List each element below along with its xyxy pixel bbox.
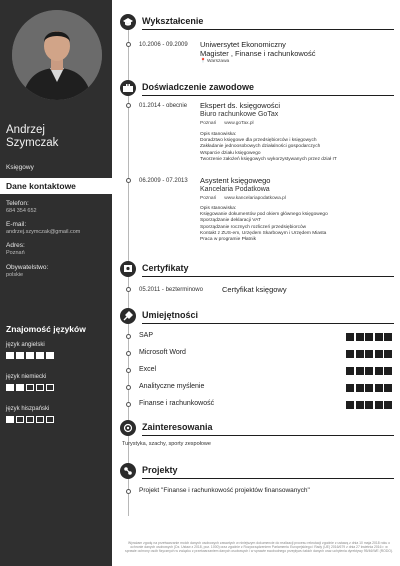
interests-heading: Zainteresowania xyxy=(142,422,213,432)
level-square-empty xyxy=(26,416,34,423)
language-level-bar xyxy=(6,416,54,423)
level-square-filled xyxy=(346,333,354,341)
level-square-filled xyxy=(365,384,373,392)
level-square-filled xyxy=(375,333,383,341)
duty-item: Doradztwo księgowe dla przedsiębiorców i księgowych xyxy=(200,138,317,144)
duty-item: Tworzenie założeń księgowych wykorzystywanych przez dział IT xyxy=(200,156,337,162)
level-square-filled xyxy=(16,352,24,359)
level-square-filled xyxy=(384,350,392,358)
job-website[interactable]: www.kancelariapodatkowa.pl xyxy=(224,196,286,201)
briefcase-icon xyxy=(120,80,136,96)
certificate-icon xyxy=(120,261,136,277)
skill-level-bar xyxy=(346,333,392,341)
level-square-filled xyxy=(356,401,364,409)
candidate-name: Andrzej Szymczak xyxy=(6,124,59,149)
level-square-filled xyxy=(356,384,364,392)
language-level-bar xyxy=(6,352,54,359)
main-content xyxy=(112,0,400,566)
level-square-filled xyxy=(36,352,44,359)
timeline-dot xyxy=(126,402,131,407)
sidebar xyxy=(0,0,112,566)
interests-text: Turystyka, szachy, sporty zespołowe xyxy=(122,441,211,447)
timeline-dot xyxy=(126,385,131,390)
company-name: Kancelaria Podatkowa xyxy=(200,186,270,193)
level-square-empty xyxy=(26,384,34,391)
phone-label: Telefon: xyxy=(6,200,29,207)
level-square-filled xyxy=(346,384,354,392)
divider xyxy=(142,29,394,30)
languages-heading: Znajomość języków xyxy=(6,324,86,334)
description-label: Opis stanowiska: xyxy=(200,132,237,137)
duty-item: Sporządzanie deklaracji VAT xyxy=(200,218,261,224)
level-square-filled xyxy=(365,401,373,409)
divider xyxy=(142,478,394,479)
level-square-filled xyxy=(346,367,354,375)
skill-level-bar xyxy=(346,350,392,358)
job-website[interactable]: www.goTax.pl xyxy=(224,121,254,126)
address-label: Adres: xyxy=(6,242,25,249)
level-square-empty xyxy=(36,416,44,423)
level-square-filled xyxy=(16,384,24,391)
graduation-cap-icon xyxy=(120,14,136,30)
divider xyxy=(142,323,394,324)
interests-icon xyxy=(120,420,136,436)
education-city: Warszawa xyxy=(206,59,230,64)
level-square-filled xyxy=(375,350,383,358)
skills-heading: Umiejętności xyxy=(142,310,199,320)
language-name: język angielski xyxy=(6,342,45,348)
level-square-filled xyxy=(6,352,14,359)
language-name: język niemiecki xyxy=(6,374,47,380)
duty-item: Praca w programie Płatnik xyxy=(200,237,256,243)
job-city: Poznań xyxy=(200,196,217,201)
timeline-dot xyxy=(126,42,131,47)
education-heading: Wykształcenie xyxy=(142,16,204,26)
level-square-filled xyxy=(46,352,54,359)
language-name: język hiszpański xyxy=(6,406,50,412)
timeline-dot xyxy=(126,334,131,339)
job-description xyxy=(200,132,337,163)
degree: Magister , Finanse i rachunkowość xyxy=(200,49,316,58)
school-name: Uniwersytet Ekonomiczny xyxy=(200,40,286,49)
level-square-filled xyxy=(356,350,364,358)
level-square-filled xyxy=(375,384,383,392)
level-square-filled xyxy=(384,367,392,375)
project-item: Projekt "Finanse i rachunkowość projektów finansowanych" xyxy=(139,487,310,494)
level-square-filled xyxy=(365,350,373,358)
phone-value: 684 354 652 xyxy=(6,208,37,214)
skill-name: Excel xyxy=(139,366,157,373)
experience-heading: Doświadczenie zawodowe xyxy=(142,82,255,92)
gdpr-clause: Wyrażam zgodę na przetwarzanie moich danych osobowych zawartych w niniejszym dokumencie do realizacji procesu rekrutacji zgodnie z ustawą z dnia 10 maja 2018 roku o ochronie danych osobowych (Dz. Ustaw z 2018, poz. 1000) oraz zgodnie z Rozporządzeniem Parlamentu Europejskiego i Rady (UE) 2016/679 z dnia 27 kwietnia 2016 r. w sprawie ochrony osób fizycznych w związku z przetwarzaniem danych osobowych i w sprawie swobodnego przepływu takich danych oraz uchylenia dyrektywy 95/46/WE (RODO). xyxy=(125,541,393,554)
skill-name: SAP xyxy=(139,332,154,339)
level-square-filled xyxy=(375,367,383,375)
company-name: Biuro rachunkowe GoTax xyxy=(200,111,279,118)
skills-icon xyxy=(120,308,136,324)
timeline-dot xyxy=(126,489,131,494)
level-square-filled xyxy=(375,401,383,409)
level-square-filled xyxy=(365,333,373,341)
level-square-empty xyxy=(46,384,54,391)
job-title: Ekspert ds. księgowości xyxy=(200,101,281,110)
description-label: Opis stanowiska: xyxy=(200,206,237,211)
candidate-role: Księgowy xyxy=(6,164,34,171)
level-square-filled xyxy=(346,401,354,409)
email-value: andrzej.szymczak@gmail.com xyxy=(6,229,81,235)
job-city: Poznań xyxy=(200,121,217,126)
timeline-dot xyxy=(126,103,131,108)
email-label: E-mail: xyxy=(6,221,27,228)
language-level-bar xyxy=(6,384,54,391)
citizenship-value: polskie xyxy=(6,272,24,278)
level-square-filled xyxy=(356,367,364,375)
skill-name: Microsoft Word xyxy=(139,349,186,356)
duty-item: Sporządzanie rocznych rozliczeń przedsiębiorców xyxy=(200,224,307,230)
projects-icon xyxy=(120,463,136,479)
skill-name: Analityczne myślenie xyxy=(139,383,205,390)
duty-item: Kontakt z ZUS-em, Urzędem Skarbowym i Urzędem Miasta xyxy=(200,230,327,236)
duty-item: Zakładanie jednoosobowych działalności gospodarczych xyxy=(200,144,321,150)
job-description xyxy=(200,206,328,243)
timeline-dot xyxy=(126,178,131,183)
skill-level-bar xyxy=(346,401,392,409)
skill-level-bar xyxy=(346,367,392,375)
timeline-dot xyxy=(126,351,131,356)
level-square-filled xyxy=(384,384,392,392)
level-square-filled xyxy=(346,350,354,358)
level-square-filled xyxy=(26,352,34,359)
timeline-dot xyxy=(126,368,131,373)
address-value: Poznań xyxy=(6,250,25,256)
skill-name: Finanse i rachunkowość xyxy=(139,400,215,407)
certificate-name: Certyfikat księgowy xyxy=(222,285,287,294)
contact-heading: Dane kontaktowe xyxy=(0,178,112,194)
level-square-filled xyxy=(356,333,364,341)
divider xyxy=(142,276,394,277)
divider xyxy=(142,435,394,436)
level-square-empty xyxy=(46,416,54,423)
job-dates: 06.2009 - 07.2013 xyxy=(139,178,188,184)
projects-heading: Projekty xyxy=(142,465,178,475)
level-square-filled xyxy=(384,333,392,341)
level-square-filled xyxy=(6,416,14,423)
duty-item: Księgowanie dokumentów pod okiem głównego księgowego xyxy=(200,212,328,218)
duty-item: Wsparcie działu księgowego xyxy=(200,150,261,156)
skill-level-bar xyxy=(346,384,392,392)
certificate-dates: 05.2011 - bezterminowo xyxy=(139,287,203,293)
job-dates: 01.2014 - obecnie xyxy=(139,103,188,109)
level-square-filled xyxy=(6,384,14,391)
level-square-empty xyxy=(16,416,24,423)
level-square-filled xyxy=(384,401,392,409)
job-title: Asystent księgowego xyxy=(200,176,271,185)
location-pin-icon: 📍 xyxy=(200,59,206,64)
citizenship-label: Obywatelstwo: xyxy=(6,264,49,271)
profile-photo xyxy=(12,10,102,100)
timeline-dot xyxy=(126,287,131,292)
level-square-empty xyxy=(36,384,44,391)
certificates-heading: Certyfikaty xyxy=(142,263,189,273)
level-square-filled xyxy=(365,367,373,375)
education-dates: 10.2006 - 09.2009 xyxy=(139,42,188,48)
divider xyxy=(142,95,394,96)
